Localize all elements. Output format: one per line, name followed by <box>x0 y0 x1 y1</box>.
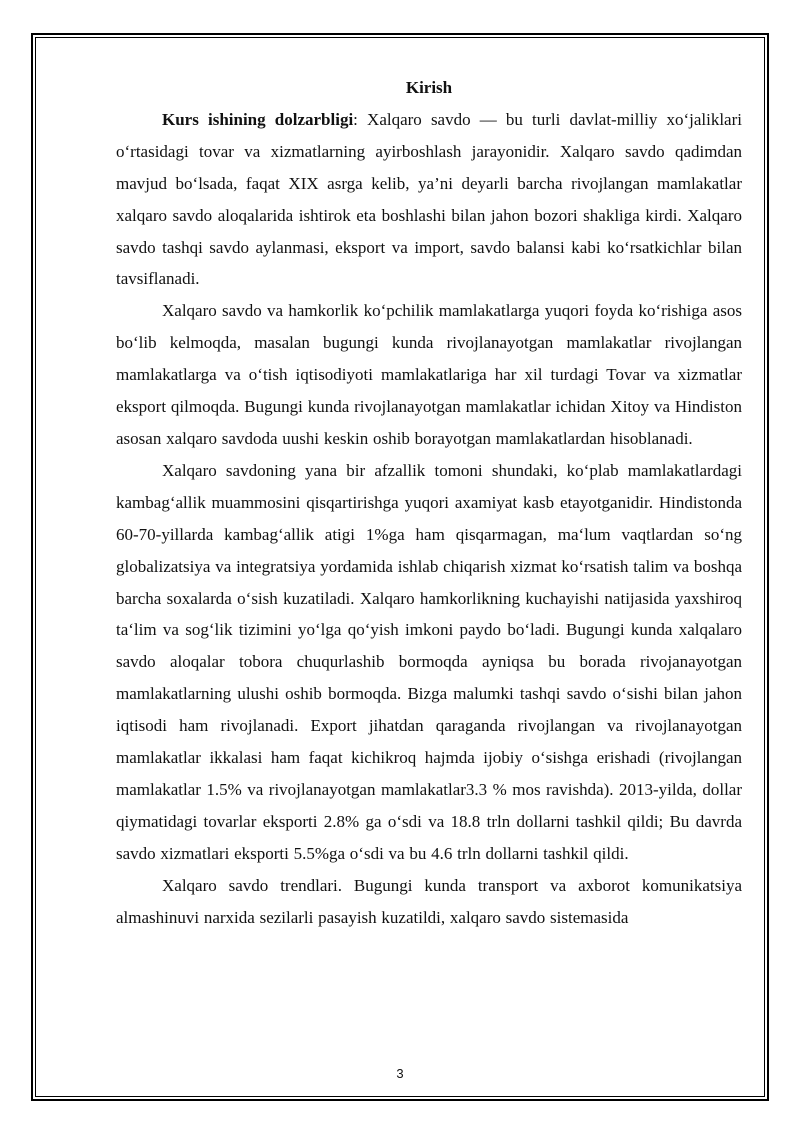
paragraph-3: Xalqaro savdoning yana bir afzallik tomoni shundaki, ko‘plab mamlakatlardagi kambag‘allik muammosini qisqartirishga yuqori axamiyat kasb etayotganidir. Hindistonda 60-70-yillarda kambag‘allik atigi 1%ga ham qisqarmagan, ma‘lum vaqtlardan so‘ng globalizatsiya va integratsiya yordamida ishlab chiqarish xizmat ko‘rsatish talim va boshqa barcha soxalarda o‘sish kuzatiladi. Xalqaro hamkorlikning kuchayishi natijasida yaxshiroq ta‘lim va sog‘lik tizimini yo‘lga qo‘yish imkoni paydo bo‘ladi. Bugungi kunda xalqalaro savdo aloqalar tobora chuqurlashib bormoqda ayniqsa bu borada rivojanayotgan mamlakatlarning ulushi oshib bormoqda. Bizga malumki tashqi savdo o‘sishi bilan jahon iqtisodi ham rivojlanadi. Export jihatdan qaraganda rivojlangan va rivojlanayotgan mamlakatlar ikkalasi ham faqat kichikroq hajmda ijobiy o‘sishga erishadi (rivojlangan mamlakatlar 1.5% va rivojlanayotgan mamlakatlar3.3 % mos ravishda). 2013-yilda, dollar qiymatidagi tovarlar eksporti 2.8% ga o‘sdi va 18.8 trln dollarni tashkil qildi; Bu davrda savdo xizmatlari eksporti 5.5%ga o‘sdi va bu 4.6 trln dollarni tashkil qildi. <box>116 460 742 863</box>
paragraph-2: Xalqaro savdo va hamkorlik ko‘pchilik mamlakatlarga yuqori foyda ko‘rishiga asos bo‘lib kelmoqda, masalan bugungi kunda rivojlanayotgan mamlakatlar rivojlangan mamlakatlarga va o‘tish iqtisodiyoti mamlakatlariga har xil turdagi Tovar va xizmatlar eksport qilmoqda. Bugungi kunda rivojlanayotgan mamlakatlar ichidan Xitoy va Hindiston asosan xalqaro savdoda uushi keskin oshib borayotgan mamlakatlardan hisoblanadi. <box>116 301 742 448</box>
document-body <box>116 72 742 933</box>
paragraph-text: Xalqaro savdo — bu turli davlat-milliy xo‘jaliklari o‘rtasidagi tovar va xizmatlarning ayirboshlash jarayonidir. Xalqaro savdo qadimdan mavjud bo‘lsada, faqat XIX asrga kelib, ya’ni deyarli barcha rivojlangan mamlakatlar xalqaro savdo aloqalarida ishtirok eta boshlashi bilan jahon bozori shakliga kirdi. Xalqaro savdo tashqi savdo aylanmasi, eksport va import, savdo balansi kabi ko‘rsatkichlar bilan tavsiflanadi. <box>116 109 742 289</box>
paragraph-lead-separator: : <box>353 109 368 129</box>
section-title: Kirish <box>405 78 453 97</box>
paragraph-lead: Kurs ishining dolzarbligi <box>162 109 354 129</box>
paragraph-4: Xalqaro savdo trendlari. Bugungi kunda transport va axborot komunikatsiya almashinuvi narxida sezilarli pasayish kuzatildi, xalqaro savdo sistemasida <box>116 875 742 927</box>
page-number: 3 <box>396 1066 404 1081</box>
paragraph-1 <box>116 104 742 295</box>
